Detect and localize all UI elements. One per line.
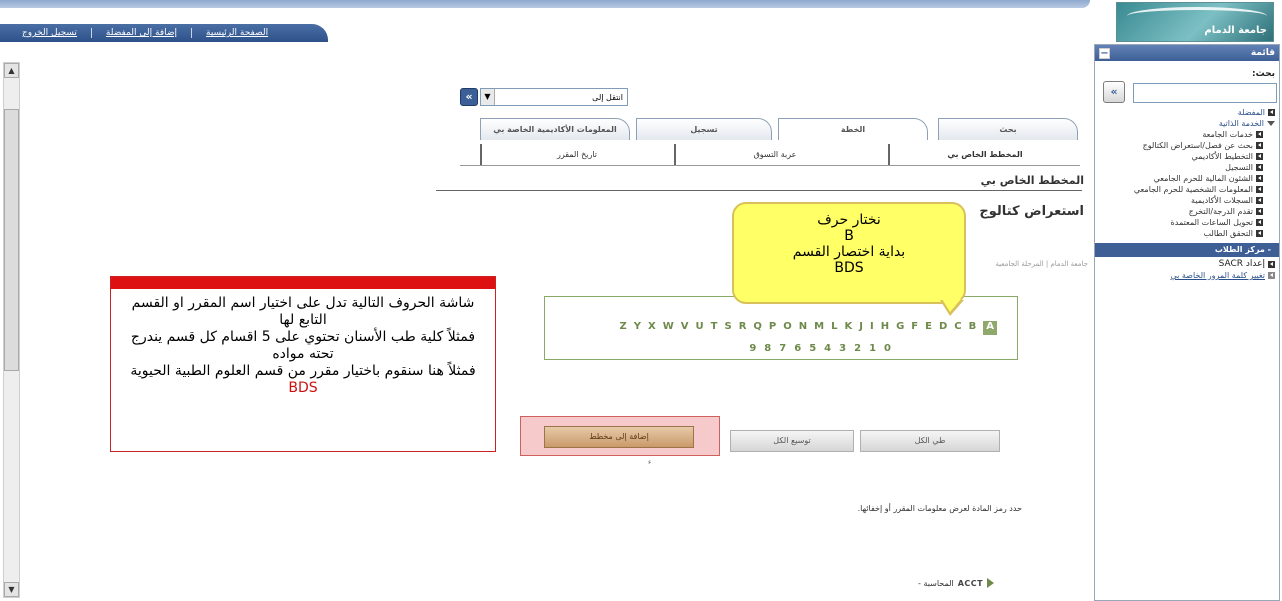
letter-o[interactable]: O xyxy=(783,321,792,332)
red-note-line3: فمثلاً هنا سنقوم باختيار مقرر من قسم العلوم الطبية الحيوية xyxy=(130,363,476,379)
menu-item-academic-planning[interactable]: التخطيط الأكاديمي xyxy=(1095,151,1279,162)
letter-n[interactable]: N xyxy=(798,321,808,332)
jump-to-select[interactable] xyxy=(480,88,628,106)
top-nav xyxy=(0,24,328,42)
menu-tree xyxy=(1095,107,1279,281)
side-menu-title: قائمة xyxy=(1250,48,1275,58)
side-menu xyxy=(1094,44,1280,601)
letter-i[interactable]: I xyxy=(869,321,874,332)
digit-9[interactable]: 9 xyxy=(749,343,757,354)
breadcrumb: جامعة الدمام | المرحلة الجامعية xyxy=(995,260,1088,268)
letter-e[interactable]: E xyxy=(925,321,932,332)
letter-j[interactable]: J xyxy=(859,321,863,332)
red-note-line1: شاشة الحروف التالية تدل على اختيار اسم المقرر او القسم التابع لها xyxy=(131,295,475,328)
main-tabs xyxy=(460,116,1080,140)
home-link[interactable]: الصفحة الرئيسية xyxy=(191,28,282,38)
digit-1[interactable]: 1 xyxy=(869,343,877,354)
digit-4[interactable]: 4 xyxy=(824,343,832,354)
subtab-my-planner[interactable]: المخطط الخاص بي xyxy=(888,144,1080,165)
collapse-all-button[interactable]: طي الكل xyxy=(860,430,1000,452)
logout-link[interactable]: تسجيل الخروج xyxy=(22,28,77,38)
chevron-down-icon[interactable]: ▼ xyxy=(481,89,495,105)
expand-icon xyxy=(1268,109,1275,116)
menu-item-university-services[interactable]: خدمات الجامعة xyxy=(1095,129,1279,140)
red-annotation-box xyxy=(110,276,496,452)
page-scrollbar[interactable] xyxy=(3,62,20,598)
collapse-icon[interactable]: − xyxy=(1100,47,1109,59)
letter-row xyxy=(545,321,997,335)
expand-icon xyxy=(1256,186,1263,193)
menu-item-favorites[interactable]: المفضلة xyxy=(1095,107,1279,118)
letter-l[interactable]: L xyxy=(831,321,838,332)
university-logo xyxy=(1116,2,1274,42)
section-title: المخطط الخاص بي xyxy=(980,174,1084,187)
tab-search[interactable]: بحث xyxy=(938,118,1078,140)
expand-icon xyxy=(1256,131,1263,138)
menu-item-sacr[interactable]: إعداد SACR xyxy=(1095,259,1279,270)
tab-plan[interactable]: الخطة xyxy=(778,118,928,140)
letter-f[interactable]: F xyxy=(911,321,919,332)
tab-my-academics[interactable]: المعلومات الأكاديمية الخاصة بي xyxy=(480,118,630,140)
digit-6[interactable]: 6 xyxy=(794,343,802,354)
jump-to-bar xyxy=(460,88,628,106)
subject-code[interactable]: ACCT xyxy=(957,578,984,588)
scroll-down-icon[interactable]: ▼ xyxy=(4,582,19,597)
digit-3[interactable]: 3 xyxy=(839,343,847,354)
subtab-shopping-cart[interactable]: عربة التسوق xyxy=(674,144,874,165)
menu-item-transfer-credit[interactable]: تحويل الساعات المعتمدة xyxy=(1095,217,1279,228)
section-divider xyxy=(436,190,1082,191)
letter-g[interactable]: G xyxy=(896,321,905,332)
scroll-thumb[interactable] xyxy=(4,109,19,371)
top-decoration xyxy=(0,0,1090,8)
menu-item-degree-progress[interactable]: تقدم الدرجة/التخرج xyxy=(1095,206,1279,217)
letter-y[interactable]: Y xyxy=(633,321,642,332)
expand-icon xyxy=(1256,219,1263,226)
expand-icon xyxy=(1256,230,1263,237)
subject-row[interactable] xyxy=(918,578,994,588)
letter-u[interactable]: U xyxy=(695,321,704,332)
logo-text: جامعة الدمام xyxy=(1204,25,1267,36)
catalog-title: استعراض كتالوج xyxy=(979,204,1084,219)
bubble-line3: بداية اختصار القسم xyxy=(792,244,906,260)
expand-icon xyxy=(1256,175,1263,182)
red-annotation-bar xyxy=(111,277,495,289)
digit-5[interactable]: 5 xyxy=(809,343,817,354)
jump-to-value: انتقل إلى xyxy=(592,92,623,102)
menu-item-change-password[interactable]: تغيير كلمة المرور الخاصة بي xyxy=(1095,270,1279,281)
letter-c[interactable]: C xyxy=(954,321,962,332)
letter-s[interactable]: S xyxy=(724,321,732,332)
menu-item-enrollment[interactable]: التسجيل xyxy=(1095,162,1279,173)
digit-7[interactable]: 7 xyxy=(779,343,787,354)
letter-p[interactable]: P xyxy=(768,321,777,332)
expand-triangle-icon[interactable] xyxy=(987,578,994,588)
search-label: بحث: xyxy=(1252,69,1275,79)
bubble-line1: نختار حرف xyxy=(817,212,881,228)
callout-tail-inner xyxy=(942,299,961,312)
bubble-line4: BDS xyxy=(834,260,864,276)
logo-wave-icon xyxy=(1127,7,1267,25)
letter-k[interactable]: K xyxy=(844,321,853,332)
double-chevron-left-icon[interactable]: « xyxy=(460,88,478,106)
menu-item-personal-info[interactable]: المعلومات الشخصية للحرم الجامعي xyxy=(1095,184,1279,195)
subject-label: - المحاسبة xyxy=(918,578,954,588)
red-annotation-text xyxy=(111,289,495,397)
letter-m[interactable]: M xyxy=(814,321,825,332)
add-favorite-link[interactable]: إضافة إلى المفضلة xyxy=(91,28,191,38)
menu-item-class-search[interactable]: بحث عن فصل/استعراض الكتالوج xyxy=(1095,140,1279,151)
tiny-mark: ء xyxy=(648,458,652,466)
letter-t[interactable]: T xyxy=(710,321,718,332)
expand-icon xyxy=(1256,208,1263,215)
menu-item-student-check[interactable]: التحقق الطالب xyxy=(1095,228,1279,239)
expand-icon xyxy=(1256,197,1263,204)
letter-v[interactable]: V xyxy=(680,321,689,332)
sub-tabs xyxy=(460,144,1080,166)
letter-b[interactable]: B xyxy=(968,321,977,332)
red-note-code: BDS xyxy=(288,380,318,396)
letter-q[interactable]: Q xyxy=(753,321,762,332)
hint-text: حدد رمز المادة لعرض معلومات المقرر أو إخفائها. xyxy=(857,504,1022,513)
expand-all-button[interactable]: توسيع الكل xyxy=(730,430,854,452)
side-menu-header xyxy=(1095,45,1279,61)
menu-item-financial[interactable]: الشئون المالية للحرم الجامعي xyxy=(1095,173,1279,184)
letter-d[interactable]: D xyxy=(938,321,948,332)
search-go-icon[interactable]: « xyxy=(1103,81,1125,103)
digit-8[interactable]: 8 xyxy=(764,343,772,354)
digit-2[interactable]: 2 xyxy=(854,343,862,354)
menu-item-self-service[interactable]: الخدمة الذاتية xyxy=(1095,118,1279,129)
digit-row xyxy=(545,343,891,354)
expanded-icon xyxy=(1267,121,1275,126)
menu-item-academic-records[interactable]: السجلات الأكاديمية xyxy=(1095,195,1279,206)
callout-bubble xyxy=(732,202,966,304)
letter-a[interactable]: A xyxy=(983,321,997,335)
tab-enroll[interactable]: تسجيل xyxy=(636,118,772,140)
letter-z[interactable]: Z xyxy=(619,321,627,332)
scroll-up-icon[interactable]: ▲ xyxy=(4,63,19,78)
letter-h[interactable]: H xyxy=(880,321,890,332)
expand-icon xyxy=(1256,153,1263,160)
digit-0[interactable]: 0 xyxy=(884,343,891,354)
letter-x[interactable]: X xyxy=(648,321,656,332)
bubble-line2: B xyxy=(844,228,854,244)
letter-w[interactable]: W xyxy=(662,321,674,332)
menu-item-student-center[interactable]: - مركز الطلاب xyxy=(1095,243,1279,257)
top-bar xyxy=(0,0,1090,44)
red-note-line2: فمثلاً كلية طب الأسنان تحتوي على 5 اقسام كل قسم يندرج تحته مواده xyxy=(130,329,476,362)
action-buttons xyxy=(520,416,1002,456)
expand-icon xyxy=(1256,164,1263,171)
expand-icon xyxy=(1268,261,1275,268)
subtab-course-history[interactable]: تاريخ المقرر xyxy=(480,144,672,165)
expand-icon xyxy=(1256,142,1263,149)
page-icon xyxy=(1268,272,1275,279)
letter-r[interactable]: R xyxy=(738,321,747,332)
menu-search-input[interactable] xyxy=(1133,83,1277,103)
add-to-planner-button[interactable]: إضافة إلى مخطط xyxy=(544,426,694,448)
